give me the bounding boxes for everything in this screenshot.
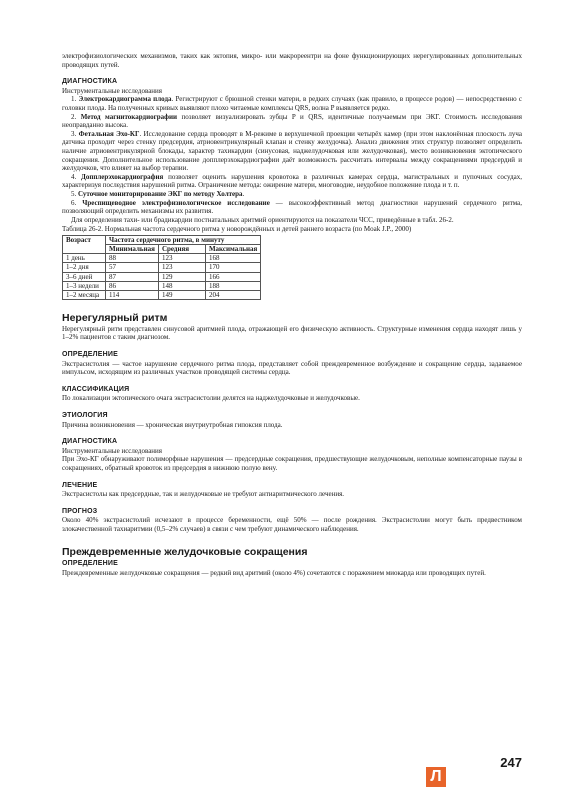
table-cell-age: 3–6 дней — [63, 272, 106, 281]
table-cell-avg: 149 — [158, 291, 205, 300]
table-cell-avg: 148 — [158, 281, 205, 290]
table-cell-max: 204 — [205, 291, 260, 300]
table-caption: Таблица 26-2. Нормальная частота сердечного ритма у новорождённых и детей раннего возраста (по Moak J.P., 2000) — [62, 225, 412, 234]
table-cell-max: 188 — [205, 281, 260, 290]
table-cell-min: 114 — [106, 291, 159, 300]
table-row — [63, 263, 261, 272]
diagnostics-item — [62, 95, 522, 112]
heart-rate-table — [62, 235, 261, 300]
heading-etiology: ЭТИОЛОГИЯ — [62, 412, 108, 420]
col-group-header: Частота сердечного ритма, в минуту — [106, 235, 261, 244]
table-cell-min: 87 — [106, 272, 159, 281]
section-heading-irregular: Нерегулярный ритм — [62, 312, 168, 325]
item-text: позволяет оценить нарушения кровотока в различных камерах сердца, магистральных и пупочных сосудах, характеризуя последствия нарушений ритма. Ограничение метода: ожирение матери, многоводие, неудобное положение плода и т. п. — [62, 172, 523, 190]
diagnostics-item — [62, 190, 522, 199]
diagnostics-2-text: При Эхо-КГ обнаруживают полиморфные нарушения — предсердные сокращения, предшествующие желудочковым, неполные компенсаторные паузы в сокращениях, обратный кровоток из предсердия в нижнюю полую вену. — [62, 455, 522, 473]
definition-text: Экстрасистолия — частое нарушение сердечного ритма плода, представляет собой преждевременное возбуждение и сокращение сердца, задаваемое импульсом, исходящим из различных участков проводящей системы сердца. — [62, 359, 522, 377]
table-row — [63, 281, 261, 290]
diagnostics-list — [62, 95, 522, 215]
table-cell-max: 166 — [205, 272, 260, 281]
page-number: 247 — [500, 755, 522, 770]
section-heading-diagnostics: ДИАГНОСТИКА — [62, 78, 118, 86]
item-number: 4. — [71, 172, 77, 181]
item-term: Метод магнитокардиографии — [80, 112, 178, 121]
table-cell-age: 1–3 недели — [63, 281, 106, 290]
table-cell-min: 57 — [106, 263, 159, 272]
heading-prognosis: ПРОГНОЗ — [62, 507, 98, 515]
table-cell-max: 170 — [205, 263, 260, 272]
classification-text: По локализации эктопического очага экстрасистолии делятся на наджелудочковые и желудочковые. — [62, 394, 360, 403]
subheading: Инструментальные исследования — [62, 86, 163, 95]
item-text: . — [242, 189, 245, 198]
item-term: Фетальная Эхо-КГ — [78, 129, 140, 138]
item-term: Электрокардиограмма плода — [78, 95, 172, 104]
irregular-text: Нерегулярный ритм представлен синусовой аритмией плода, отражающей его физическую активность. Структурные изменения сердца находят лишь у 1–2% пациентов с таким диагнозом. — [62, 324, 522, 342]
intro-paragraph: электрофизиологических механизмов, таких как эктопия, микро- или макрореентри на фоне функционирующих нерегулированных дополнительных проводящих путей. — [62, 52, 522, 69]
etiology-text: Причина возникновения — хроническая внутриутробная гипоксия плода. — [62, 420, 283, 429]
diagnostics-item — [62, 173, 522, 190]
table-cell-min: 88 — [106, 254, 159, 263]
col-avg-header: Средняя — [158, 245, 205, 254]
table-row — [63, 254, 261, 263]
col-age-header: Возраст — [63, 235, 106, 253]
item-number: 6. — [71, 198, 77, 207]
diagnostics-item — [62, 199, 522, 216]
table-row — [63, 272, 261, 281]
col-max-header: Максимальная — [205, 245, 260, 254]
diagnostics-item — [62, 113, 522, 130]
table-cell-age: 1–2 дня — [63, 263, 106, 272]
page-content — [62, 52, 522, 577]
item-number: 3. — [71, 129, 77, 138]
item-number: 5. — [71, 189, 77, 198]
heading-treatment: ЛЕЧЕНИЕ — [62, 481, 98, 489]
heading-diagnostics-2: ДИАГНОСТИКА — [62, 438, 118, 446]
section-heading-pvc: Преждевременные желудочковые сокращения — [62, 545, 308, 558]
table-cell-avg: 123 — [158, 254, 205, 263]
item-term: Чреспищеводное электрофизиологическое исследование — [82, 198, 270, 207]
subheading-2: Инструментальные исследования — [62, 446, 163, 455]
item-text: . Исследование сердца проводят в M-режиме в верхушечной проекции четырёх камер (при этом наклонённая плоскость луча датчика проходит через стенку предсердия, атриовентрикулярный клапан и стенку желудочка). Анализ движения этих структур позволяет определить наличие атриовентрикулярной блокады, характер тахикардии (синусовая, наджелудочковая или желудочковая), место возникновения эктопического сокращения. Дополнительное использование допплерэхокардиографии даёт возможность рассчитать интервалы между сокращениями предсердий и желудочков, что влияет на выбор терапии. — [62, 129, 522, 173]
item-text: позволяет визуализировать зубцы P и QRS, идентичные получаемым при ЭКГ. Стоимость исследования неоправданно высока. — [62, 112, 522, 130]
publisher-logo: Л — [426, 767, 446, 787]
heading-classification: КЛАССИФИКАЦИЯ — [62, 385, 130, 393]
table-row — [63, 291, 261, 300]
prognosis-text: Около 40% экстрасистолий исчезают в процессе беременности, ещё 50% — после рождения. Экстрасистолии могут быть предвестником злокачественной тахиаритмии (0,5–2% случаев) в связи с чем требуют динамического наблюдения. — [62, 516, 522, 533]
item-text: — высокоэффективный метод диагностики нарушений сердечного ритма, позволяющий определить механизмы их развития. — [62, 198, 523, 216]
heading-definition: ОПРЕДЕЛЕНИЕ — [62, 351, 119, 359]
table-cell-avg: 123 — [158, 263, 205, 272]
table-cell-avg: 129 — [158, 272, 205, 281]
item-number: 2. — [71, 112, 77, 121]
table-cell-age: 1–2 месяца — [63, 291, 106, 300]
item-term: Суточное мониторирование ЭКГ по методу Холтера — [78, 189, 243, 198]
table-note: Для определения тахи- или брадикардии постнатальных аритмий ориентируются на показатели ЧСС, приведённые в табл. 26-2. — [71, 215, 454, 224]
pvc-definition-text: Преждевременные желудочковые сокращения — редкий вид аритмий (около 4%) сочетаются с поражением миокарда или проводящих путей. — [62, 568, 486, 577]
diagnostics-item — [62, 130, 522, 173]
item-term: Допплерэхокардиография — [81, 172, 164, 181]
item-number: 1. — [71, 95, 77, 104]
table-cell-min: 86 — [106, 281, 159, 290]
item-text: . Регистрируют с брюшной стенки матери, в редких случаях (как правило, в процессе родов) — непосредственно с головки плода. На полученных кривых выявляют плохо читаемые комплексы QRS, волна P выявляется редко. — [62, 95, 522, 112]
col-min-header: Минимальная — [106, 245, 159, 254]
table-cell-age: 1 день — [63, 254, 106, 263]
heading-definition-2: ОПРЕДЕЛЕНИЕ — [62, 560, 119, 568]
table-cell-max: 168 — [205, 254, 260, 263]
treatment-text: Экстрасистолы как предсердные, так и желудочковые не требуют антиаритмического лечения. — [62, 490, 345, 499]
